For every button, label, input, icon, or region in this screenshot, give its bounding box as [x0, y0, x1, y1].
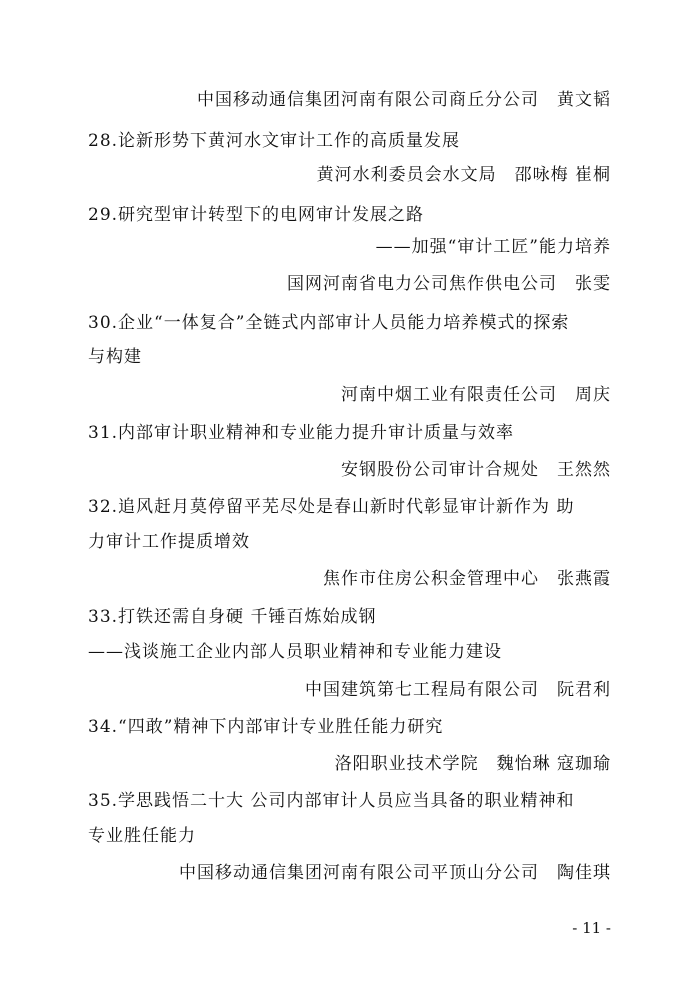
authors: 邵咏梅 崔桐: [514, 165, 611, 185]
organization: 焦作市住房公积金管理中心: [323, 569, 539, 589]
authors: 阮君利: [557, 680, 611, 700]
page-number: - 11 -: [572, 919, 611, 937]
entry-title: 29.研究型审计转型下的电网审计发展之路: [88, 205, 425, 225]
entry-subtitle: ——浅谈施工企业内部人员职业精神和专业能力建设: [88, 642, 502, 662]
authors: 魏怡琳 寇珈瑜: [496, 754, 611, 774]
author-line: [287, 272, 611, 296]
entry-title: 35.学思践悟二十大 公司内部审计人员应当具备的职业精神和: [88, 791, 575, 811]
organization: 中国移动通信集团河南有限公司平顶山分公司: [179, 863, 539, 883]
entry-title-continued: 专业胜任能力: [88, 826, 196, 846]
authors: 黄文韬: [557, 90, 611, 110]
entry-title: 32.追风赶月莫停留平芜尽处是春山新时代彰显审计新作为 助: [88, 497, 575, 517]
organization: 河南中烟工业有限责任公司: [341, 385, 557, 405]
author-line: [317, 163, 611, 187]
organization: 中国建筑第七工程局有限公司: [305, 680, 539, 700]
author-line: [305, 678, 611, 702]
organization: 安钢股份公司审计合规处: [341, 460, 539, 480]
author-line: [197, 88, 611, 112]
organization: 中国移动通信集团河南有限公司商丘分公司: [197, 90, 539, 110]
organization: 洛阳职业技术学院: [334, 754, 479, 774]
author-line: [341, 383, 611, 407]
author-line: [335, 752, 611, 776]
entry-title: 28.论新形势下黄河水文审计工作的高质量发展: [88, 131, 461, 151]
authors: 王然然: [557, 460, 611, 480]
organization: 国网河南省电力公司焦作供电公司: [287, 274, 557, 294]
entry-title: 31.内部审计职业精神和专业能力提升审计质量与效率: [88, 423, 515, 443]
authors: 陶佳琪: [557, 863, 611, 883]
entry-title: 34.“四敢”精神下内部审计专业胜任能力研究: [88, 717, 444, 737]
entry-title-continued: 与构建: [88, 347, 142, 367]
author-line: [179, 861, 611, 885]
entry-title: 30.企业“一体复合”全链式内部审计人员能力培养模式的探索: [88, 313, 570, 333]
authors: 周庆: [575, 385, 611, 405]
authors: 张燕霞: [557, 569, 611, 589]
author-line: [323, 567, 611, 591]
authors: 张雯: [575, 274, 611, 294]
entry-subtitle: ——加强“审计工匠”能力培养: [375, 237, 611, 257]
author-line: [341, 458, 611, 482]
organization: 黄河水利委员会水文局: [316, 165, 497, 185]
entry-title: 33.打铁还需自身硬 千锤百炼始成钢: [88, 607, 377, 627]
entry-title-continued: 力审计工作提质增效: [88, 532, 250, 552]
